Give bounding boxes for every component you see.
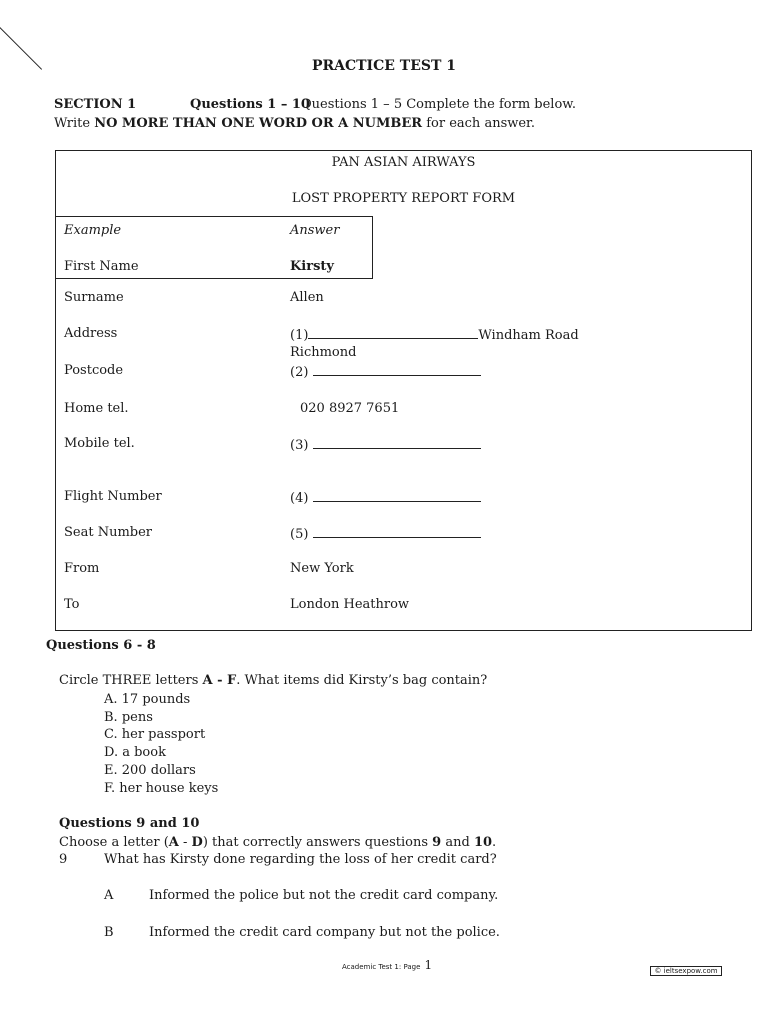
option-d[interactable]: D. a book (104, 745, 166, 760)
form-title: LOST PROPERTY REPORT FORM (291, 191, 516, 206)
write-instruction: Write NO MORE THAN ONE WORD OR A NUMBER for each answer. (54, 116, 535, 131)
mobile-tel-field[interactable]: (3) (290, 436, 481, 453)
q9-option-b-letter[interactable]: B (104, 925, 114, 940)
from-value: New York (290, 561, 354, 576)
q6-8-heading: Questions 6 - 8 (46, 638, 156, 653)
page-footer: Academic Test 1: Page 1 (342, 958, 433, 972)
postcode-label: Postcode (64, 363, 124, 378)
address-label: Address (64, 326, 118, 341)
option-a[interactable]: A. 17 pounds (104, 692, 191, 707)
address-city: Richmond (290, 345, 357, 360)
postcode-field[interactable]: (2) (290, 363, 481, 380)
seat-number-field[interactable]: (5) (290, 525, 481, 542)
to-label: To (64, 597, 80, 612)
option-b[interactable]: B. pens (104, 710, 153, 725)
q9-10-instruction: Choose a letter (A - D) that correctly answers questions 9 and 10. (59, 835, 497, 850)
flight-number-label: Flight Number (64, 489, 162, 504)
answer-label: Answer (290, 223, 340, 238)
mobile-tel-label: Mobile tel. (64, 436, 135, 451)
first-name-label: First Name (64, 259, 139, 274)
home-tel-value: 020 8927 7651 (300, 401, 400, 416)
surname-label: Surname (64, 290, 124, 305)
q9-number: 9 (59, 852, 68, 867)
questions-range: Questions 1 – 10 (190, 97, 310, 112)
q9-text: What has Kirsty done regarding the loss of her credit card? (104, 852, 497, 867)
option-f[interactable]: F. her house keys (104, 781, 219, 796)
surname-value: Allen (290, 290, 324, 305)
option-e[interactable]: E. 200 dollars (104, 763, 196, 778)
home-tel-label: Home tel. (64, 401, 129, 416)
q9-option-b-text[interactable]: Informed the credit card company but not the police. (149, 925, 500, 940)
q9-10-heading: Questions 9 and 10 (59, 816, 200, 831)
copyright-badge: © ieltsexpow.com (650, 966, 722, 976)
first-name-value: Kirsty (290, 259, 334, 274)
section-label: SECTION 1 (54, 97, 137, 112)
example-label: Example (64, 223, 122, 238)
q9-option-a-text[interactable]: Informed the police but not the credit card company. (149, 888, 499, 903)
from-label: From (64, 561, 100, 576)
flight-number-field[interactable]: (4) (290, 489, 481, 506)
section-instruction: Questions 1 – 5 Complete the form below. (301, 97, 576, 112)
to-value: London Heathrow (290, 597, 410, 612)
address-field[interactable]: (1) Windham Road (290, 328, 579, 343)
airline-name: PAN ASIAN AIRWAYS (331, 155, 476, 170)
option-c[interactable]: C. her passport (104, 727, 206, 742)
q6-8-instruction: Circle THREE letters A - F. What items did Kirsty’s bag contain? (59, 673, 488, 688)
q9-option-a-letter[interactable]: A (104, 888, 114, 903)
page-title: PRACTICE TEST 1 (311, 58, 457, 74)
seat-number-label: Seat Number (64, 525, 153, 540)
